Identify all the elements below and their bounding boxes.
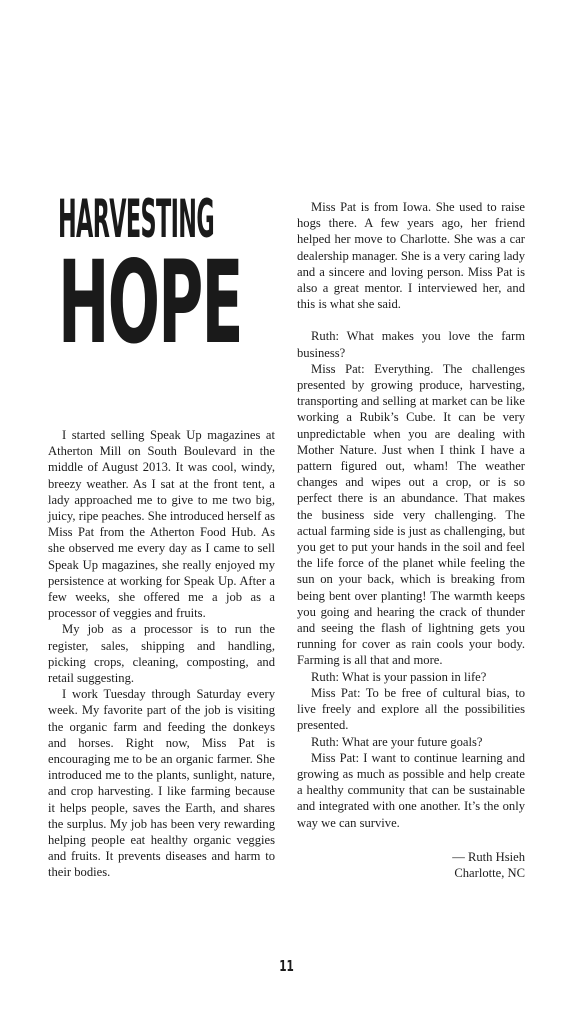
answer-1: Miss Pat: Everything. The challenges presented by growing produce, harvesting, transporting and selling at market can be like working a Rubik’s Cube. It can be very unpredictable when you are dealing with Mother Nature. Just when I think I have a pattern figured out, wham! The weather changes and wipes out a crop, or is so perfect there is an abundance. That makes the business side very challenging. The actual farming side is just as challenging, but you get to put your hands in the soil and feel the life force of the planet while feeling the sun on your back, which is breaking from being bent over planting! The warmth keeps you going and hearing the crack of thunder and seeing the flash of lightning gets you running for cover as rain cools your body. Farming is all that and more. — [297, 361, 525, 668]
paragraph: I started selling Speak Up magazines at Atherton Mill on South Boulevard in the middle of August 2013. It was cool, windy, breezy weather. As I sat at the front tent, a lady approached me to give to me two big, juicy, ripe peaches. She introduced herself as Miss Pat from the Atherton Food Hub. As she observed me every day as I came to sell Speak Up magazines, she really enjoyed my persistence at working for Speak Up. After a few weeks, she offered me a job as a processor of veggies and fruits. — [48, 428, 275, 621]
answer-3: Miss Pat: I want to continue learning and growing as much as possible and help create a healthy community that can be sustainable and integrated with one another. It’s the only way we can survive. — [297, 750, 525, 830]
intro-paragraph: Miss Pat is from Iowa. She used to raise hogs there. A few years ago, her friend helped her move to Charlotte. She was a car dealership manager. She is a very caring lady and a sincere and loving person. Miss Pat is also a great mentor. I interviewed her, and this is what she said. — [297, 200, 526, 312]
left-column — [48, 427, 275, 881]
answer-2: Miss Pat: To be free of cultural bias, to live freely and explore all the possibilities presented. — [297, 685, 525, 733]
author-name: — Ruth Hsieh — [452, 850, 525, 864]
title-harvesting: HARVESTING — [58, 190, 215, 251]
paragraph: I work Tuesday through Saturday every week. My favorite part of the job is visiting the organic farm and feeding the donkeys and horses. Right now, Miss Pat is encouraging me to be an organic farmer. She introduced me to the plants, sunlight, nature, and crop harvesting. I like farming because it helps people, saves the Earth, and shares the surplus. My job has been very rewarding helping people eat healthy organic veggies and fruits. It prevents diseases and harm to their bodies. — [48, 687, 275, 880]
paragraph: My job as a processor is to run the register, sales, shipping and handling, picking crops, cleaning, composting, and retail suggesting. — [48, 622, 275, 686]
question-2: Ruth: What is your passion in life? — [311, 669, 487, 684]
author-location: Charlotte, NC — [454, 866, 525, 880]
page-number: 11 — [279, 957, 294, 975]
right-column — [297, 199, 525, 831]
question-1: Ruth: What makes you love the farm business? — [297, 329, 525, 360]
title-hope: HOPE — [58, 236, 242, 370]
question-3: Ruth: What are your future goals? — [311, 734, 483, 749]
